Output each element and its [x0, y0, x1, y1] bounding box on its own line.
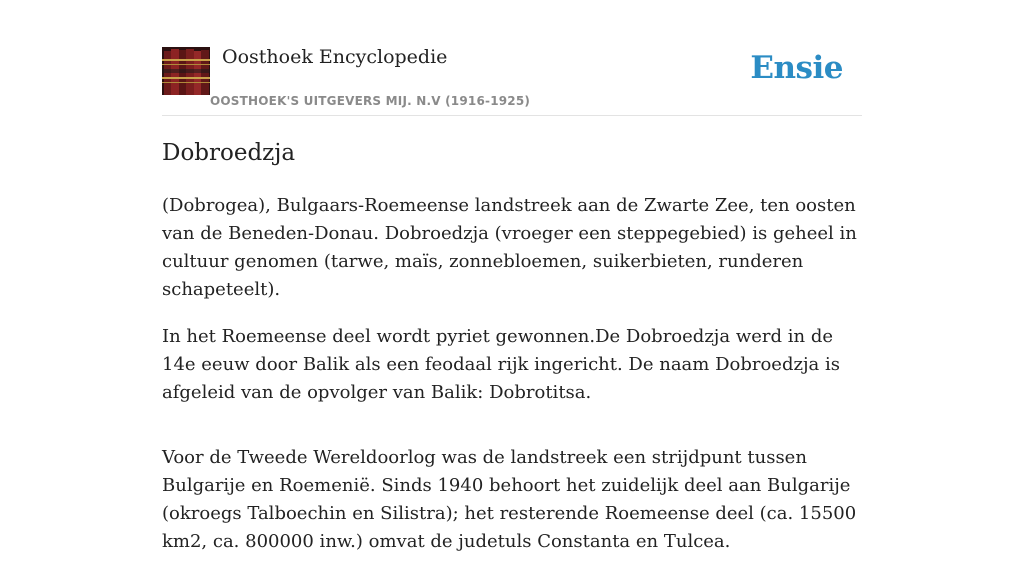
source-avatar[interactable]	[162, 47, 210, 95]
source-header	[162, 0, 862, 116]
entry-body	[162, 192, 862, 575]
source-subtitle: OOSTHOEK'S UITGEVERS MIJ. N.V (1916-1925)	[210, 94, 531, 108]
entry-paragraph: Voor de Tweede Wereldoorlog was de landstreek een strijdpunt tussen Bulgarije en Roemenië. Sinds 1940 behoort het zuidelijk deel aan Bulgarije (okroegs Talboechin en Silistra); het resterende Roemeense deel (ca. 15500 km2, ca. 800000 inw.) omvat de judetuls Constanta en Tulcea.	[162, 447, 857, 552]
book-spines-icon	[162, 47, 210, 95]
entry-paragraph: In het Roemeense deel wordt pyriet gewonnen.De Dobroedzja werd in de 14e eeuw door Balik als een feodaal rijk ingericht. De naam Dobroedzja is afgeleid van de opvolger van Balik: Dobrotitsa.	[162, 326, 840, 403]
entry-paragraph: (Dobrogea), Bulgaars-Roemeense landstreek aan de Zwarte Zee, ten oosten van de Beneden-Donau. Dobroedzja (vroeger een steppegebied) is geheel in cultuur genomen (tarwe, maïs, zonnebloemen, suikerbieten, runderen schapeteelt).	[162, 195, 857, 300]
brand-logo[interactable]: Ensie	[750, 50, 843, 86]
source-title[interactable]: Oosthoek Encyclopedie	[222, 46, 448, 68]
content-container	[162, 0, 862, 552]
entry-title: Dobroedzja	[162, 140, 296, 166]
